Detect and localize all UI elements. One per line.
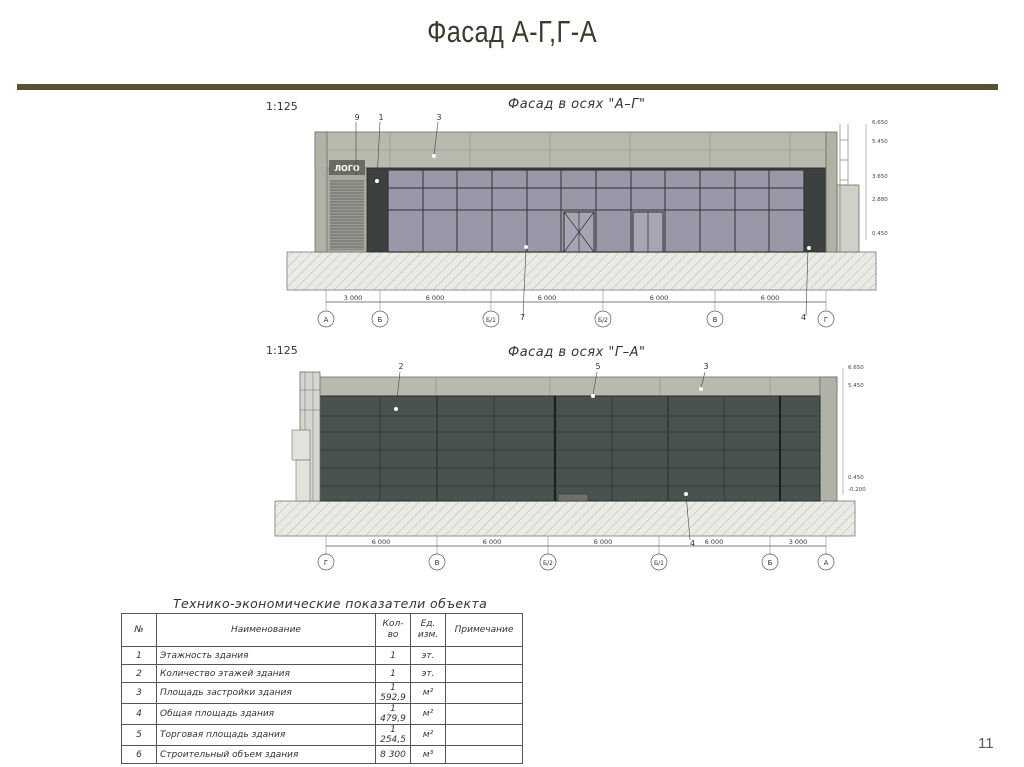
dimension: 6 000	[537, 294, 557, 302]
dimension: 6 000	[482, 538, 502, 546]
cell-qty: 1	[376, 647, 411, 665]
cell-unit: эт.	[411, 665, 446, 683]
cell-note	[446, 647, 523, 665]
cell-unit: м²	[411, 683, 446, 704]
cell-unit: эт.	[411, 647, 446, 665]
table-row	[122, 704, 523, 725]
table-row	[122, 665, 523, 683]
page-number: 11	[978, 735, 994, 752]
callout-4: 4	[801, 313, 807, 322]
cell-note	[446, 746, 523, 764]
dimension: 6 000	[649, 294, 669, 302]
cell-num: 2	[122, 665, 157, 683]
table-row	[122, 683, 523, 704]
axis-label: В	[434, 559, 440, 567]
level-mark: 2.880	[872, 197, 888, 203]
indicators-table	[121, 613, 523, 764]
cell-note	[446, 683, 523, 704]
cell-name: Общая площадь здания	[157, 704, 376, 725]
cell-note	[446, 725, 523, 746]
facade-bottom-scale: 1:125	[266, 344, 298, 357]
axis-label: Г	[823, 316, 829, 324]
level-mark: 5.450	[848, 383, 864, 389]
dimension: 3 000	[343, 294, 363, 302]
callout-3: 3	[436, 113, 442, 122]
callout-7: 7	[520, 313, 526, 322]
cell-name: Строительный объем здания	[157, 746, 376, 764]
level-mark: 6.650	[872, 120, 888, 126]
header-note: Примечание	[446, 614, 523, 647]
axis-label: А	[823, 559, 829, 567]
axis-label: Г	[323, 559, 329, 567]
cell-qty: 1 592,9	[376, 683, 411, 704]
level-mark: 3.650	[872, 174, 888, 180]
level-mark: 6.650	[848, 365, 864, 371]
dimension: 6 000	[593, 538, 613, 546]
cell-unit: м²	[411, 725, 446, 746]
cell-qty: 1 479,9	[376, 704, 411, 725]
dimension: 6 000	[704, 538, 724, 546]
cell-num: 4	[122, 704, 157, 725]
dimension: 3 000	[788, 538, 808, 546]
header-name: Наименование	[157, 614, 376, 647]
axis-label: Б/1	[654, 560, 664, 567]
slide-title: Фасад А-Г,Г-А	[427, 14, 597, 49]
cell-num: 6	[122, 746, 157, 764]
axis-label: Б/2	[543, 560, 553, 567]
callout-4: 4	[690, 539, 696, 548]
facade-top-scale: 1:125	[266, 100, 298, 113]
level-mark: 5.450	[872, 139, 888, 145]
cell-unit: м²	[411, 704, 446, 725]
axis-label: Б	[767, 559, 773, 567]
axis-label: Б/2	[598, 317, 608, 324]
table-row	[122, 746, 523, 764]
axis-label: В	[712, 316, 718, 324]
level-mark: 0.450	[848, 475, 864, 481]
cell-qty: 1 254,5	[376, 725, 411, 746]
cell-name: Этажность здания	[157, 647, 376, 665]
cell-name: Количество этажей здания	[157, 665, 376, 683]
level-mark: -0.200	[848, 487, 866, 493]
axis-label: Б	[377, 316, 383, 324]
callout-2: 2	[398, 362, 404, 371]
header-num: №	[122, 614, 157, 647]
facade-bottom-title: Фасад в осях "Г–А"	[508, 345, 646, 360]
cell-name: Площадь застройки здания	[157, 683, 376, 704]
callout-1: 1	[378, 113, 384, 122]
facade-top-title: Фасад в осях "А–Г"	[508, 97, 646, 112]
cell-num: 1	[122, 647, 157, 665]
cell-num: 3	[122, 683, 157, 704]
facade-top	[266, 97, 888, 327]
cell-num: 5	[122, 725, 157, 746]
cell-unit: м³	[411, 746, 446, 764]
dimension: 6 000	[760, 294, 780, 302]
axis-label: Б/1	[486, 317, 496, 324]
table-header-row	[122, 614, 523, 647]
table-row	[122, 725, 523, 746]
callout-3: 3	[703, 362, 709, 371]
callout-9: 9	[354, 113, 360, 122]
dimension: 6 000	[371, 538, 391, 546]
cell-note	[446, 704, 523, 725]
cell-note	[446, 665, 523, 683]
logo-sign: ЛОГО	[334, 164, 360, 173]
table-row	[122, 647, 523, 665]
cell-qty: 8 300	[376, 746, 411, 764]
cell-name: Торговая площадь здания	[157, 725, 376, 746]
facade-bottom	[266, 344, 866, 570]
cell-qty: 1	[376, 665, 411, 683]
axis-label: А	[323, 316, 329, 324]
header-qty: Кол-во	[376, 614, 411, 647]
header-unit: Ед. изм.	[411, 614, 446, 647]
level-mark: 0.450	[872, 231, 888, 237]
dimension: 6 000	[425, 294, 445, 302]
callout-5: 5	[595, 362, 601, 371]
table-caption: Технико-экономические показатели объекта	[173, 596, 488, 611]
